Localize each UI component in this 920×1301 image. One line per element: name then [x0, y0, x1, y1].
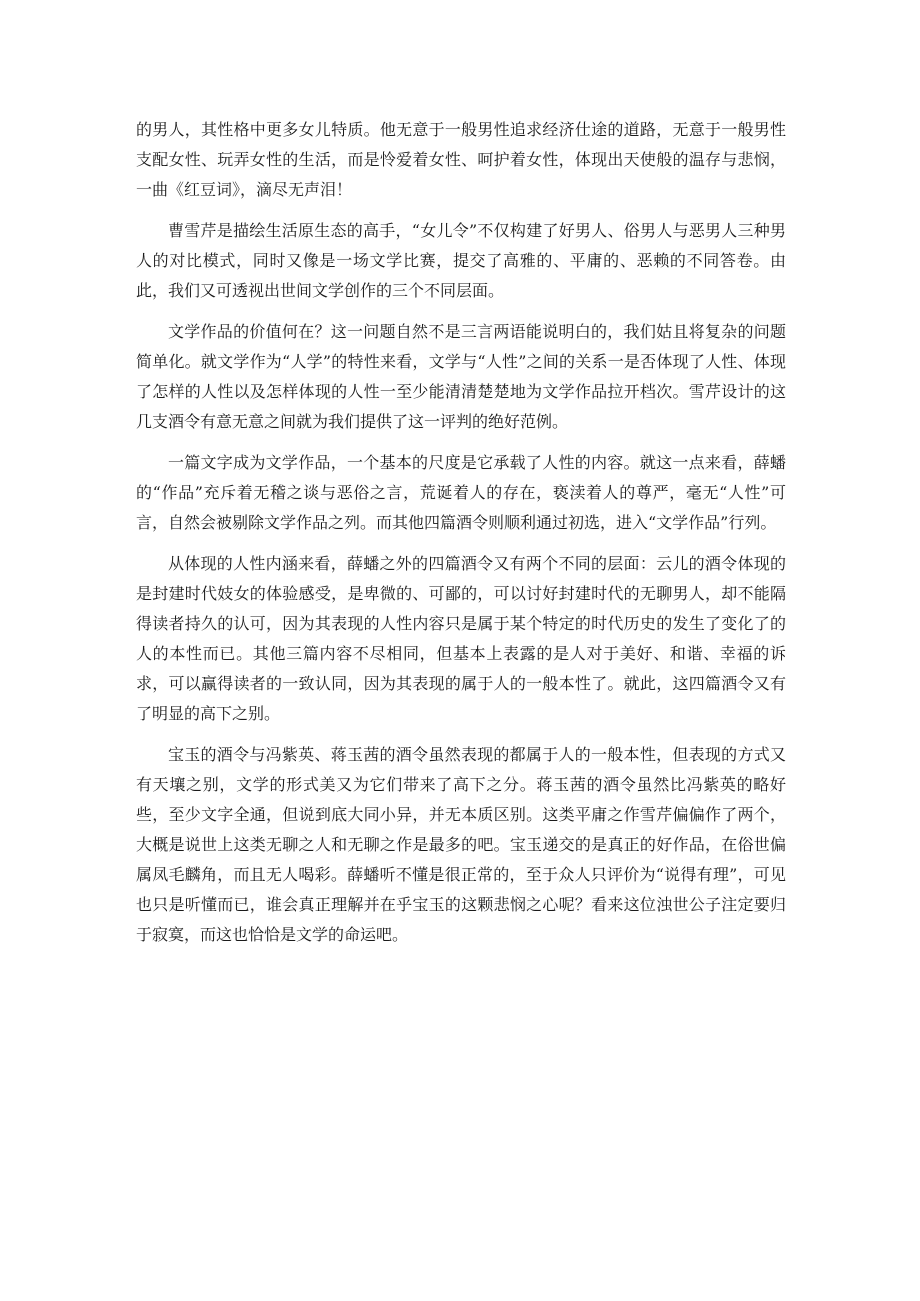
paragraph: 一篇文字成为文学作品，一个基本的尺度是它承载了人性的内容。就这一点来看，薛蟠的“作品”充斥着无稽之谈与恶俗之言，荒诞着人的存在，亵渎着人的尊严，毫无“人性”可言，自然会被剔除文学作品之列。而其他四篇酒令则顺利通过初选，进入“文学作品”行列。: [136, 453, 786, 532]
paragraph: 曹雪芹是描绘生活原生态的高手，“女儿令”不仅构建了好男人、俗男人与恶男人三种男人的对比模式，同时又像是一场文学比赛，提交了高雅的、平庸的、恶赖的不同答卷。由此，我们又可透视出世间文学创作的三个不同层面。: [136, 221, 786, 300]
paragraph: 从体现的人性内涵来看，薛蟠之外的四篇酒令又有两个不同的层面：云儿的酒令体现的是封建时代妓女的体验感受，是卑微的、可鄙的，可以讨好封建时代的无聊男人，却不能隔得读者持久的认可，因为其表现的人性内容只是属于某个特定的时代历史的发生了变化了的人的本性而已。其他三篇内容不尽相同，但基本上表露的是人对于美好、和谐、幸福的诉求，可以赢得读者的一致认同，因为其表现的属于人的一般本性了。就此，这四篇酒令又有了明显的高下之别。: [136, 554, 786, 723]
paragraph: 宝玉的酒令与冯紫英、蒋玉茜的酒令虽然表现的都属于人的一般本性，但表现的方式又有天壤之别，文学的形式美又为它们带来了高下之分。蒋玉茜的酒令虽然比冯紫英的略好些，至少文字全通，但说到底大同小异，并无本质区别。这类平庸之作雪芹偏偏作了两个，大概是说世上这类无聊之人和无聊之作是最多的吧。宝玉递交的是真正的好作品，在俗世偏属凤毛麟角，而且无人喝彩。薛蟠听不懂是很正常的，至于众人只评价为“说得有理”，可见也只是听懂而已，谁会真正理解并在乎宝玉的这颗悲悯之心呢？看来这位浊世公子注定要归于寂寞，而这也恰恰是文学的命运吧。: [136, 745, 786, 944]
paragraph-continuation: 的男人，其性格中更多女儿特质。他无意于一般男性追求经济仕途的道路，无意于一般男性支配女性、玩弄女性的生活，而是怜爱着女性、呵护着女性，体现出天使般的温存与悲悯，一曲《红豆词》，滴尽无声泪！: [136, 120, 786, 199]
paragraph: 文学作品的价值何在？这一问题自然不是三言两语能说明白的，我们姑且将复杂的问题简单化。就文学作为“人学”的特性来看，文学与“人性”之间的关系一是否体现了人性、体现了怎样的人性以及怎样体现的人性一至少能清清楚楚地为文学作品拉开档次。雪芹设计的这几支酒令有意无意之间就为我们提供了这一评判的绝好范例。: [136, 322, 786, 431]
document-body: [136, 115, 786, 961]
